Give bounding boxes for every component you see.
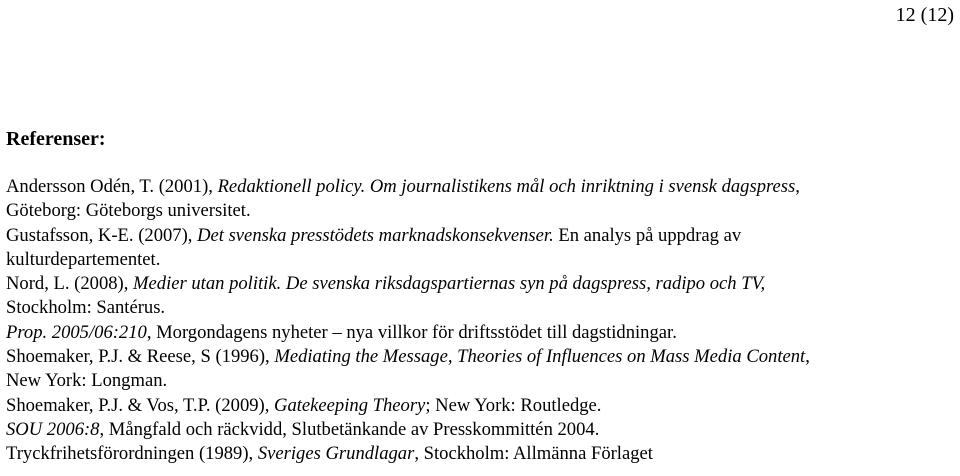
reference-sou (6, 418, 956, 442)
reference-text: , (805, 346, 810, 368)
reference-andersson-line-1 (6, 175, 956, 199)
reference-title: Prop. 2005/06:210 (6, 321, 147, 343)
page-number: 12 (12) (895, 4, 954, 26)
reference-tryckfrihetsforordningen (6, 442, 956, 466)
reference-text: Andersson Odén, T. (2001), (6, 176, 218, 197)
reference-text: Göteborg: Göteborgs universitet. (6, 200, 251, 222)
reference-text: Shoemaker, P.J. & Vos, T.P. (2009), (6, 394, 275, 416)
reference-nord-line-1 (6, 272, 956, 296)
reference-title: Det svenska presstödets marknadskonsekvenser. (197, 224, 554, 246)
reference-text: , Mångfald och räckvidd, Slutbetänkande av Presskommittén 2004. (99, 418, 600, 440)
reference-text: En analys på uppdrag av (553, 224, 742, 246)
reference-text: Nord, L. (2008), (6, 273, 134, 295)
reference-gustafsson-line-2 (6, 248, 956, 272)
reference-list (6, 175, 956, 467)
reference-nord-line-2 (6, 296, 956, 320)
references-heading: Referenser: (6, 128, 106, 150)
reference-shoemaker-reese-line-2 (6, 369, 956, 393)
reference-andersson-line-2 (6, 199, 956, 223)
reference-shoemaker-reese-line-1 (6, 345, 956, 369)
reference-text: kulturdepartementet. (6, 248, 161, 270)
reference-text: ; New York: Routledge. (425, 394, 602, 416)
reference-title: Gatekeeping Theory (274, 394, 426, 416)
reference-text: , Morgondagens nyheter – nya villkor för driftsstödet till dagstidningar. (146, 321, 677, 343)
reference-text: Tryckfrihetsförordningen (1989), (6, 443, 258, 465)
reference-gustafsson-line-1 (6, 224, 956, 248)
reference-prop (6, 321, 956, 345)
reference-title: Medier utan politik. De svenska riksdagspartiernas syn på dagspress, radipo och TV, (133, 273, 766, 295)
reference-title: Sveriges Grundlagar (257, 443, 415, 465)
reference-title: Mediating the Message, Theories of Influences on Mass Media Content (274, 346, 806, 368)
reference-title: Redaktionell policy. Om journalistikens mål och inriktning i svensk dagspress, (217, 176, 800, 197)
reference-text: Gustafsson, K-E. (2007), (6, 224, 198, 246)
reference-text: , Stockholm: Allmänna Förlaget (414, 443, 653, 465)
reference-shoemaker-vos (6, 394, 956, 418)
reference-text: Shoemaker, P.J. & Reese, S (1996), (6, 346, 275, 368)
reference-title: SOU 2006:8 (6, 418, 100, 440)
reference-text: Stockholm: Santérus. (6, 297, 166, 319)
reference-text: New York: Longman. (6, 370, 168, 392)
